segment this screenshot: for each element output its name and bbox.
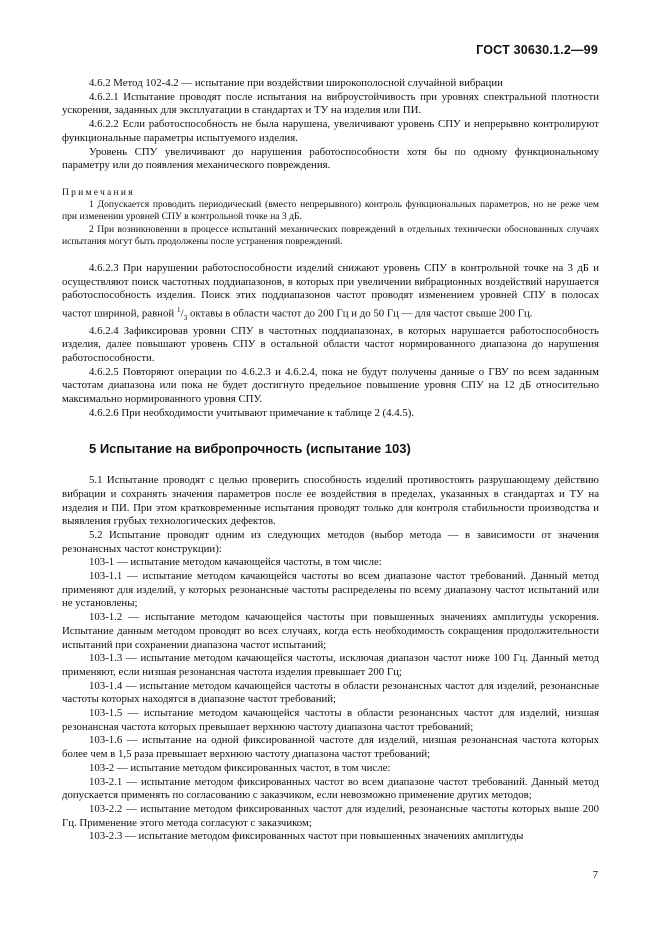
paragraph-spu-increase: Уровень СПУ увеличивают до нарушения работоспособности хотя бы по одному функциональному параметру или до появления механического повреждения. [62, 145, 599, 172]
page-content [62, 77, 599, 844]
method-103-1-5: 103-1.5 — испытание методом качающейся частоты в области резонансных частот для изделий, низшая резонансная частота которых превышает верхнюю частоту диапазона частот требований; [62, 707, 599, 733]
paragraph-5-1: 5.1 Испытание проводят с целью проверить способность изделий противостоять разрушающему действию вибрации и сохранять значения параметров после ее воздействия в пределах, указанных в стандартах и ТУ на изделия и ПИ. При этом кратковременные испытания проводят только для контроля стабильности производства и выявления грубых технологических дефектов. [62, 474, 599, 528]
method-103-1-1: 103-1.1 — испытание методом качающейся частоты во всем диапазоне частот требований. Данный метод применяют для изделий, у которых резонансные частоты распределены по всему диапазону частот испытаний или не установлены; [62, 570, 599, 610]
paragraph-4-6-2: 4.6.2 Метод 102-4.2 — испытание при воздействии широкополосной случайной вибрации [89, 77, 503, 89]
page-number: 7 [592, 869, 598, 881]
paragraph-4-6-2-6: 4.6.2.6 При необходимости учитывают примечание к таблице 2 (4.4.5). [89, 406, 415, 419]
notes-block [62, 187, 599, 248]
method-103-1-3: 103-1.3 — испытание методом качающейся частоты, исключая диапазон частот ниже 100 Гц. Данный метод применяют, если низшая резонансная частота изделия превышает 200 Гц; [62, 652, 599, 678]
spacer [62, 173, 599, 187]
notes-title: Примечания [62, 186, 135, 198]
method-103-1: 103-1 — испытание методом качающейся частоты, в том числе: [89, 556, 382, 569]
spacer [62, 248, 599, 262]
note-1: 1 Допускается проводить периодический (вместо непрерывного) контроль функциональных параметров, но не реже чем при изменении уровней СПУ в контрольной точке на 3 дБ. [62, 199, 599, 223]
paragraph-4-6-2-3-text-b: октавы в области частот до 200 Гц и до 50 Гц — для частот свыше 200 Гц. [187, 307, 533, 320]
method-103-2: 103-2 — испытание методом фиксированных частот, в том числе: [89, 761, 391, 774]
paragraph-4-6-2-3: 4.6.2.3 При нарушении работоспособности изделий снижают уровень СПУ в контрольной точке на 3 дБ и осуществляют поиск частотных поддиапазонов, в которых при увеличении вибрационных воздействий нарушается работоспособность изделия. Поиск этих поддиапазонов частот проводят изменением уровней СПУ в полосах частот шириной, равной $^1/_3$ октавы в области частот до 200 Гц и до 50 Гц — для частот свыше 200 Гц. [62, 261, 599, 322]
paragraph-4-6-2-3-text-a: 4.6.2.3 При нарушении работоспособности изделий снижают уровень СПУ в контрольной точке на 3 дБ и осуществляют поиск частотных поддиапазонов, в которых при увеличении вибрационных воздействий нарушается работоспособность изделия. Поиск этих поддиапазонов частот проводят изменением уровней СПУ в полосах частот шириной, равной [62, 261, 599, 320]
paragraph-5-2: 5.2 Испытание проводят одним из следующих методов (выбор метода — в зависимости от значения резонансных частот конструкции): [62, 528, 599, 555]
method-103-1-6: 103-1.6 — испытание на одной фиксированной частоте для изделий, низшая резонансная частота которых более чем в 1,5 раза превышает верхнюю частоту диапазона частот требований; [62, 734, 599, 761]
section-5-title: 5 Испытание на вибропрочность (испытание 103) [89, 441, 411, 457]
note-2: 2 При возникновении в процессе испытаний механических повреждений в отдельных технически обоснованных случаях испытания могут быть продолжены после устранения повреждений. [62, 223, 599, 247]
paragraph-4-6-2-4: 4.6.2.4 Зафиксировав уровни СПУ в частотных поддиапазонах, в которых нарушается работоспособность изделия, далее повышают уровень СПУ в остальной области частот нормированного диапазона до нарушения работоспособности. [62, 324, 599, 364]
fraction-numerator: 1 [176, 305, 181, 315]
document-id-header: ГОСТ 30630.1.2—99 [476, 43, 598, 57]
method-103-2-2: 103-2.2 — испытание методом фиксированных частот для изделий, резонансные частоты которых выше 200 Гц. Применение этого метода согласуют с заказчиком; [62, 803, 599, 829]
paragraph-4-6-2-5: 4.6.2.5 Повторяют операции по 4.6.2.3 и 4.6.2.4, пока не будут получены данные о ГВУ по всем заданным частотам диапазона или пока не будет достигнуто предельное повышение уровня СПУ на 12 дБ относительно максимально нормированного уровня СПУ. [62, 365, 599, 406]
fraction-denominator: 3 [183, 312, 188, 322]
method-103-1-4: 103-1.4 — испытание методом качающейся частоты в области резонансных частот для изделий, резонансные частоты которых находятся в диапазоне частот требований; [62, 679, 599, 706]
paragraph-4-6-2-2: 4.6.2.2 Если работоспособность не была нарушена, увеличивают уровень СПУ и непрерывно контролируют функциональные параметры испытуемого изделия. [62, 118, 599, 144]
method-103-1-2: 103-1.2 — испытание методом качающейся частоты при повышенных значениях амплитуды ускорения. Испытание данным методом проводят во всех случаях, когда есть необходимость сокращения продолжительности испытаний при сохранении диапазона частот испытаний; [62, 611, 599, 651]
method-103-2-3: 103-2.3 — испытание методом фиксированных частот при повышенных значениях амплитуды [89, 830, 524, 843]
paragraph-4-6-2-1: 4.6.2.1 Испытание проводят после испытания на виброустойчивость при уровнях спектральной плотности ускорения, заданных для эксплуатации в стандартах и ТУ на изделия или ПИ. [62, 90, 599, 117]
method-103-2-1: 103-2.1 — испытание методом фиксированных частот во всем диапазоне частот требований. Данный метод допускается применять по согласованию с заказчиком, если невозможно применение других методов; [62, 775, 599, 802]
